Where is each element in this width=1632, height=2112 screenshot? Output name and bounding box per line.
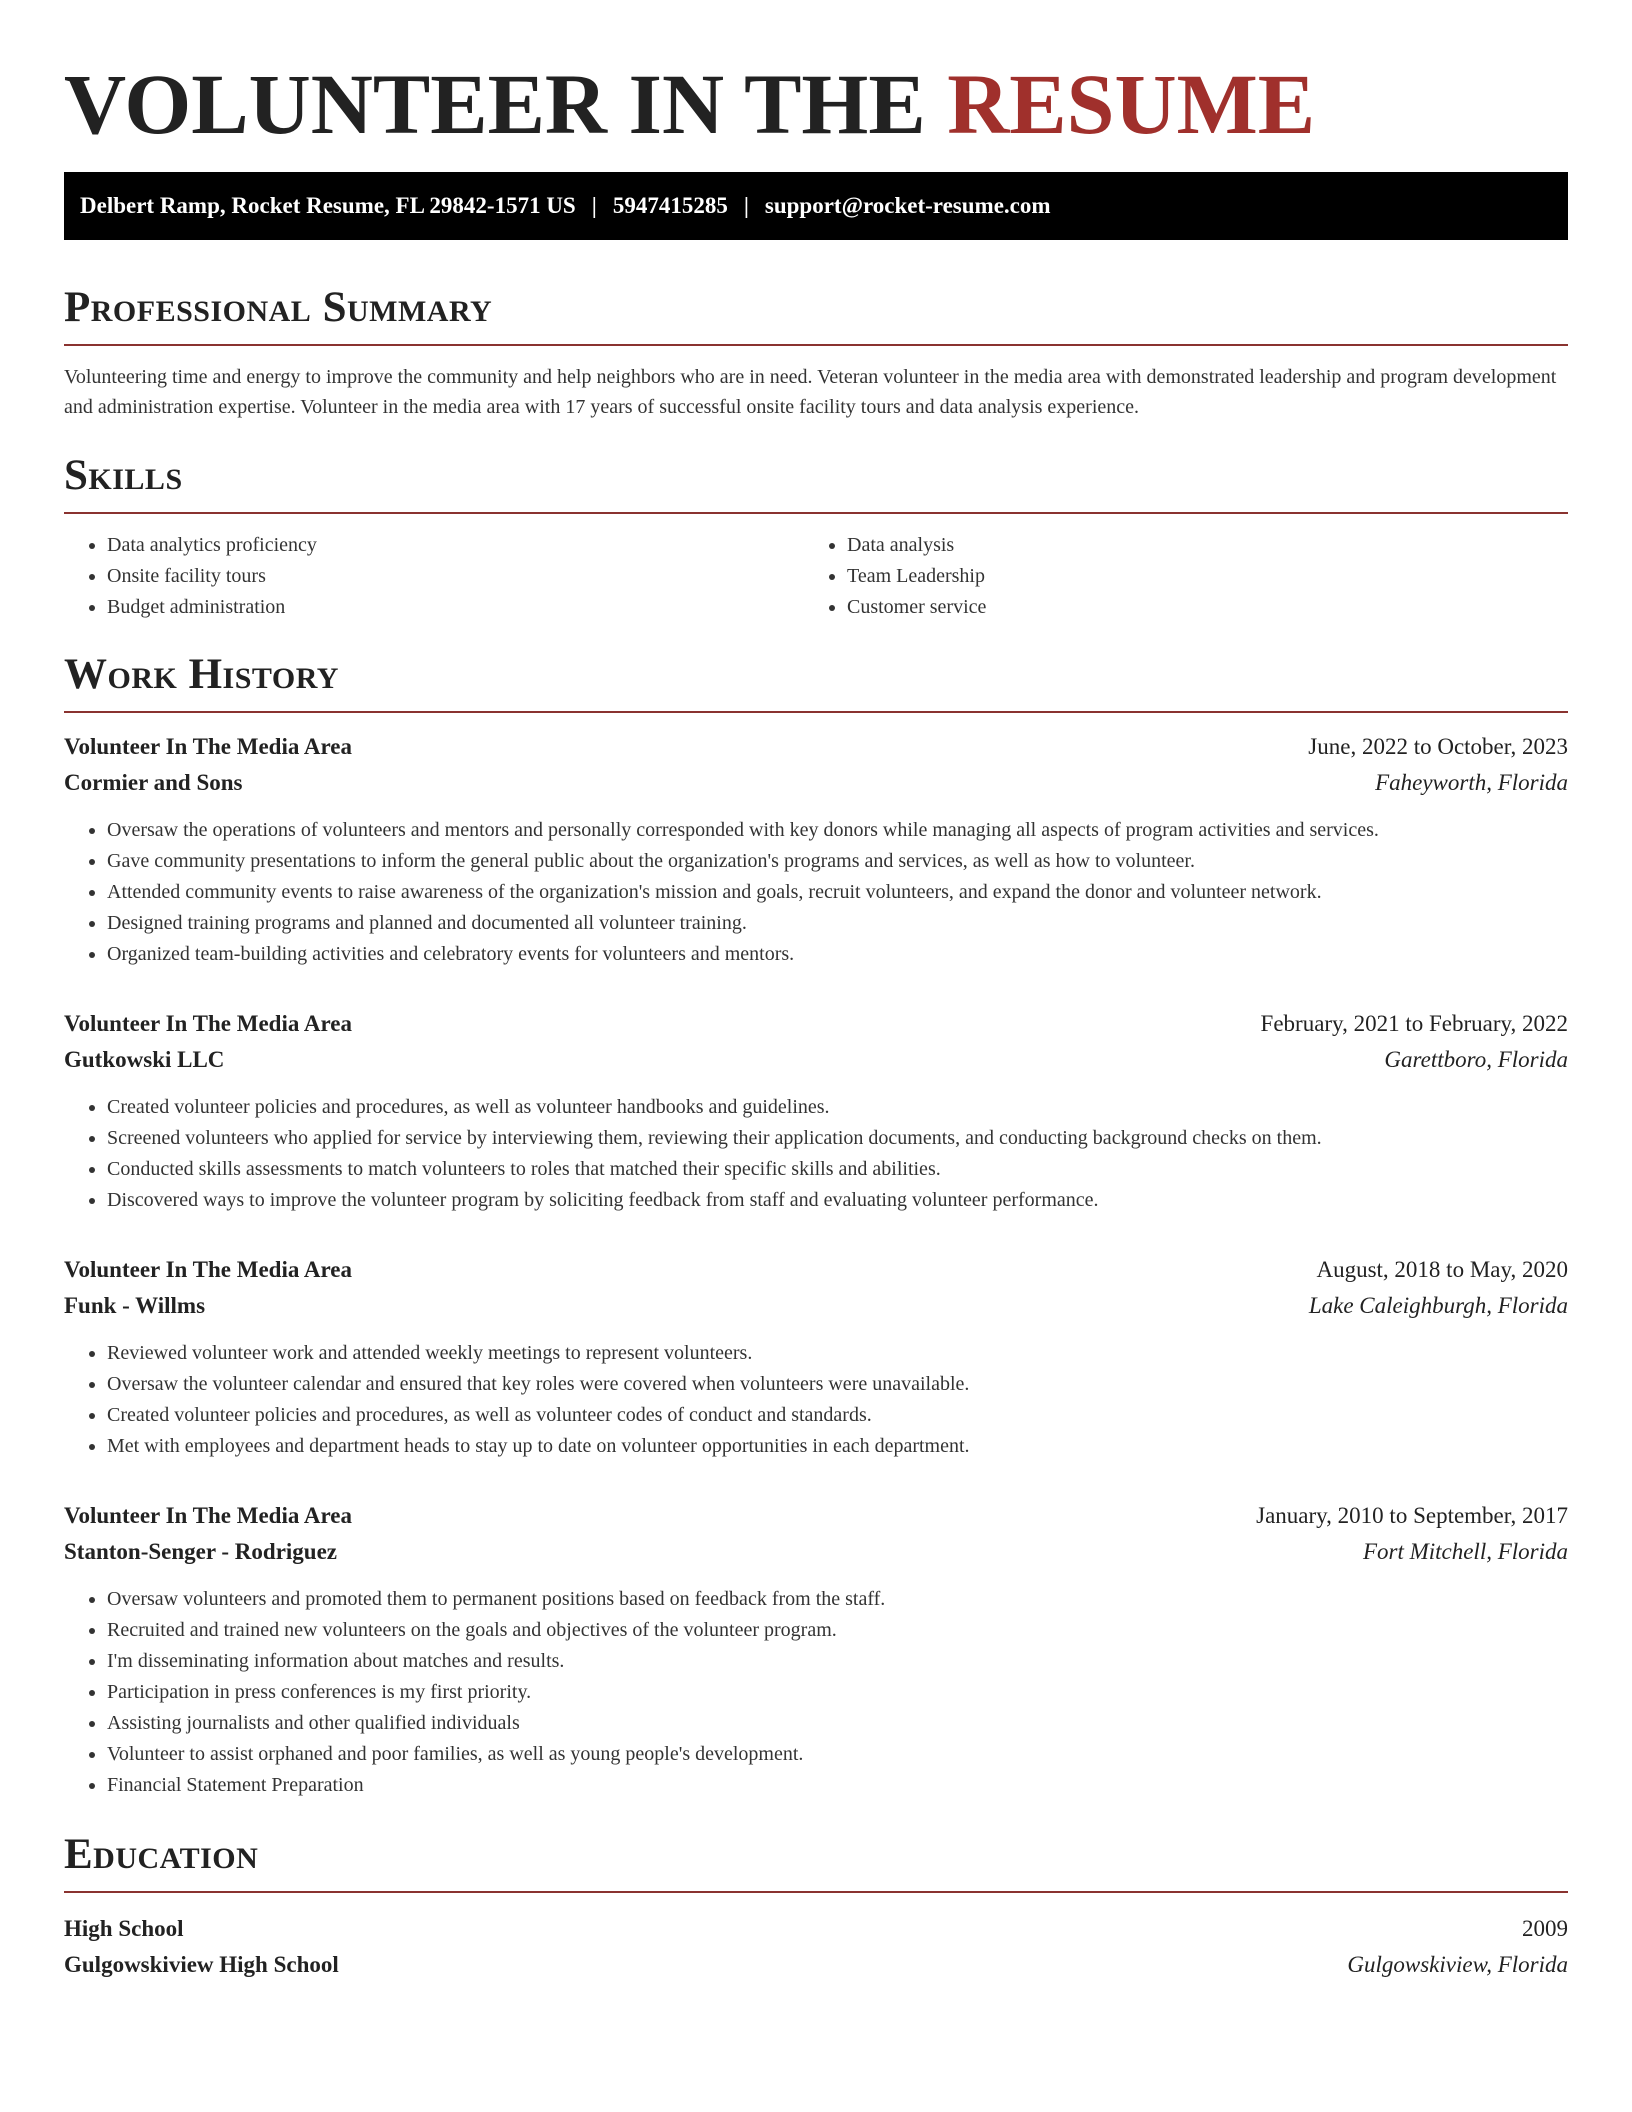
summary-section: [64, 282, 1568, 422]
job-title: Volunteer In The Media Area: [64, 1503, 352, 1528]
job-bullet: • Assisting journalists and other qualified individuals: [107, 1708, 1568, 1739]
job-company-row: [64, 1288, 1568, 1324]
education-year: 2009: [1522, 1916, 1568, 1941]
job-entry: [64, 1252, 1568, 1462]
job-bullet: • Conducted skills assessments to match volunteers to roles that matched their specific skills and abilities.: [107, 1154, 1568, 1185]
job-bullet: • I'm disseminating information about matches and results.: [107, 1646, 1568, 1677]
job-location: Faheyworth, Florida: [1375, 770, 1568, 795]
contact-address: Delbert Ramp, Rocket Resume, FL 29842-1571 US: [80, 193, 576, 218]
job-bullet: • Volunteer to assist orphaned and poor families, as well as young people's development.: [107, 1739, 1568, 1770]
job-bullet: • Oversaw the operations of volunteers and mentors and personally corresponded with key donors while managing all aspects of program activities and services.: [107, 815, 1568, 846]
work-history-heading: Work History: [64, 651, 339, 698]
contact-separator: |: [591, 193, 597, 218]
skills-list-right: [804, 530, 1544, 623]
job-title: Volunteer In The Media Area: [64, 1011, 352, 1036]
job-company: Cormier and Sons: [64, 770, 243, 795]
resume-title: [64, 58, 1568, 150]
job-bullet: • Organized team-building activities and celebratory events for volunteers and mentors.: [107, 939, 1568, 970]
job-entry: [64, 1498, 1568, 1801]
section-divider: [64, 344, 1568, 346]
contact-phone: 5947415285: [612, 193, 728, 218]
skill-item: • Data analysis: [847, 530, 1544, 561]
contact-email: support@rocket-resume.com: [764, 193, 1051, 218]
education-section: [64, 1829, 1568, 1983]
job-bullet: • Gave community presentations to inform the general public about the organization's programs and services, as well as how to volunteer.: [107, 846, 1568, 877]
job-entry: [64, 729, 1568, 970]
job-header-row: [64, 729, 1568, 765]
skill-item: • Customer service: [847, 592, 1544, 623]
job-location: Fort Mitchell, Florida: [1362, 1539, 1568, 1564]
section-divider: [64, 1891, 1568, 1893]
education-school: Gulgowskiview High School: [64, 1952, 339, 1977]
job-company-row: [64, 1042, 1568, 1078]
job-bullets: [64, 1584, 1568, 1801]
job-title: Volunteer In The Media Area: [64, 1257, 352, 1282]
job-bullet: • Created volunteer policies and procedures, as well as volunteer handbooks and guidelines.: [107, 1092, 1568, 1123]
job-bullets: [64, 1092, 1568, 1216]
work-history-section: [64, 649, 1568, 1801]
job-bullet: • Screened volunteers who applied for service by interviewing them, reviewing their application documents, and conducting background checks on them.: [107, 1123, 1568, 1154]
title-main: VOLUNTEER IN THE: [64, 56, 926, 152]
education-school-row: [64, 1947, 1568, 1983]
skill-item: • Onsite facility tours: [107, 561, 804, 592]
education-header-row: [64, 1911, 1568, 1947]
skill-item: • Budget administration: [107, 592, 804, 623]
job-dates: August, 2018 to May, 2020: [1316, 1257, 1568, 1282]
job-dates: February, 2021 to February, 2022: [1260, 1011, 1568, 1036]
summary-heading: Professional Summary: [64, 284, 493, 331]
education-location: Gulgowskiview, Florida: [1347, 1952, 1568, 1977]
education-degree: High School: [64, 1916, 184, 1941]
job-title: Volunteer In The Media Area: [64, 734, 352, 759]
section-divider: [64, 711, 1568, 713]
job-bullets: [64, 815, 1568, 970]
job-company: Funk - Willms: [64, 1293, 206, 1318]
job-bullet: • Recruited and trained new volunteers on the goals and objectives of the volunteer program.: [107, 1615, 1568, 1646]
contact-separator: |: [743, 193, 749, 218]
section-divider: [64, 512, 1568, 514]
job-company-row: [64, 765, 1568, 801]
title-accent: RESUME: [947, 56, 1316, 152]
job-location: Lake Caleighburgh, Florida: [1308, 1293, 1568, 1318]
job-bullet: • Reviewed volunteer work and attended weekly meetings to represent volunteers.: [107, 1338, 1568, 1369]
job-company: Stanton-Senger - Rodriguez: [64, 1539, 338, 1564]
job-dates: June, 2022 to October, 2023: [1308, 734, 1568, 759]
job-dates: January, 2010 to September, 2017: [1256, 1503, 1568, 1528]
job-header-row: [64, 1252, 1568, 1288]
job-bullet: • Designed training programs and planned and documented all volunteer training.: [107, 908, 1568, 939]
skill-item: • Data analytics proficiency: [107, 530, 804, 561]
job-bullet: • Oversaw the volunteer calendar and ensured that key roles were covered when volunteers were unavailable.: [107, 1369, 1568, 1400]
summary-text: Volunteering time and energy to improve the community and help neighbors who are in need. Veteran volunteer in the media area with demonstrated leadership and program development and administration expertise. Volunteer in the media area with 17 years of successful onsite facility tours and data analysis experience.: [64, 366, 1557, 418]
job-entry: [64, 1006, 1568, 1216]
skills-section: [64, 450, 1568, 623]
job-header-row: [64, 1006, 1568, 1042]
job-company-row: [64, 1534, 1568, 1570]
job-location: Garettboro, Florida: [1384, 1047, 1568, 1072]
job-header-row: [64, 1498, 1568, 1534]
job-bullet: • Attended community events to raise awareness of the organization's mission and goals, recruit volunteers, and expand the donor and volunteer network.: [107, 877, 1568, 908]
contact-bar: [64, 172, 1568, 240]
job-company: Gutkowski LLC: [64, 1047, 225, 1072]
job-bullet: • Created volunteer policies and procedures, as well as volunteer codes of conduct and standards.: [107, 1400, 1568, 1431]
job-bullet: • Participation in press conferences is my first priority.: [107, 1677, 1568, 1708]
skill-item: • Team Leadership: [847, 561, 1544, 592]
job-bullet: • Financial Statement Preparation: [107, 1770, 1568, 1801]
skills-grid: [64, 530, 1568, 623]
skills-list-left: [64, 530, 804, 623]
job-bullet: • Oversaw volunteers and promoted them to permanent positions based on feedback from the staff.: [107, 1584, 1568, 1615]
education-entry: [64, 1911, 1568, 1983]
job-bullet: • Discovered ways to improve the volunteer program by soliciting feedback from staff and evaluating volunteer performance.: [107, 1185, 1568, 1216]
job-bullet: • Met with employees and department heads to stay up to date on volunteer opportunities in each department.: [107, 1431, 1568, 1462]
education-heading: Education: [64, 1831, 259, 1878]
job-bullets: [64, 1338, 1568, 1462]
skills-heading: Skills: [64, 452, 183, 499]
